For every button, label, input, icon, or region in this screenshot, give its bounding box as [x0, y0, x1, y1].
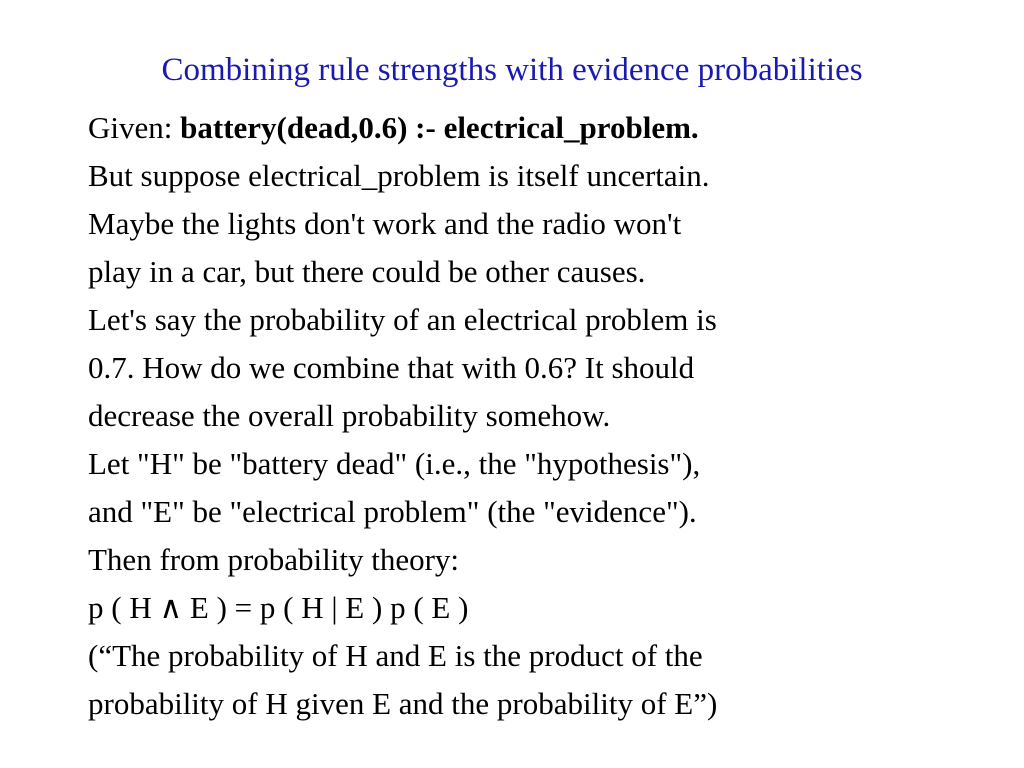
given-paragraph — [88, 104, 988, 152]
text-line: But suppose electrical_problem is itself uncertain. — [88, 158, 710, 193]
given-line — [88, 104, 988, 152]
probability-paragraph — [88, 296, 988, 440]
theory-paragraph — [88, 536, 988, 584]
text-line: Let's say the probability of an electrical problem is — [88, 302, 717, 337]
formula-line: p ( H ∧ E ) = p ( H | E ) p ( E ) — [88, 590, 469, 625]
text-line: play in a car, but there could be other causes. — [88, 254, 646, 289]
text-line: Maybe the lights don't work and the radio won't — [88, 206, 682, 241]
slide-body — [88, 104, 988, 728]
explanation-paragraph — [88, 632, 988, 728]
text-line: Then from probability theory: — [88, 542, 460, 577]
text-line: Let "H" be "battery dead" (i.e., the "hypothesis"), — [88, 446, 701, 481]
text-line: 0.7. How do we combine that with 0.6? It should — [88, 350, 695, 385]
given-label: Given: — [88, 110, 181, 145]
text-line: probability of H given E and the probability of E”) — [88, 686, 718, 721]
uncertain-paragraph — [88, 152, 988, 296]
text-line: decrease the overall probability somehow. — [88, 398, 611, 433]
text-line: (“The probability of H and E is the product of the — [88, 638, 703, 673]
definition-paragraph — [88, 440, 988, 536]
given-rule: battery(dead,0.6) :- electrical_problem. — [180, 110, 699, 145]
slide-title: Combining rule strengths with evidence probabilities — [161, 52, 863, 88]
text-line: and "E" be "electrical problem" (the "evidence"). — [88, 494, 697, 529]
formula-paragraph — [88, 584, 988, 632]
